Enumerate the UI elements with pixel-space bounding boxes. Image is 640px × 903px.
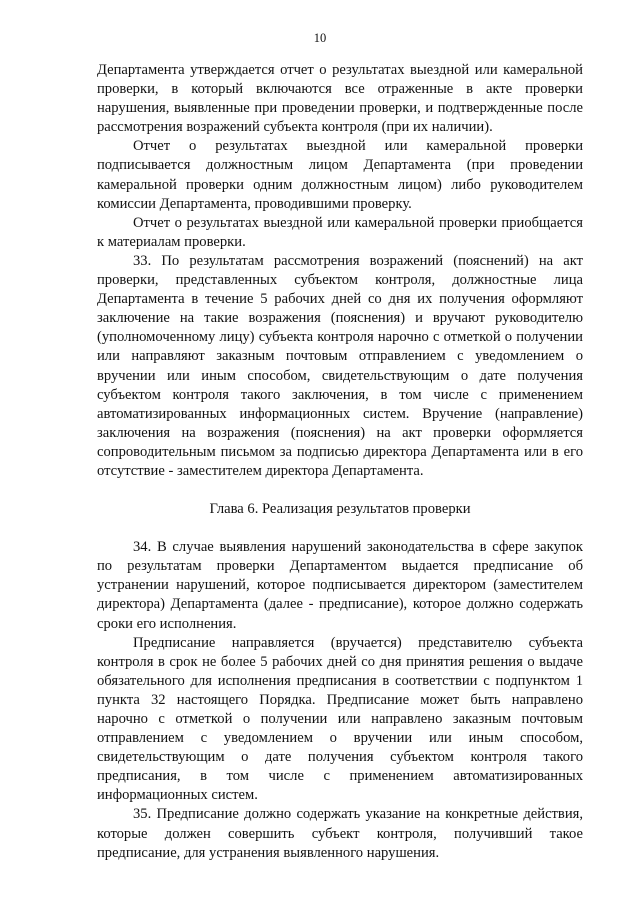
paragraph-report-signing: Отчет о результатах выездной или камеральной проверки подписывается должностным лицом Департамента (при проведении камеральной проверки одним должностным лицом) либо руководителем комиссии Департамента, проводившими проверку.	[97, 138, 583, 212]
paragraph-item-34: 34. В случае выявления нарушений законодательства в сфере закупок по результатам проверки Департаментом выдается предписание об устранении нарушений, которое подписывается директором (заместителем директора) Департамента (далее - предписание), которое должно содержать сроки его исполнения.	[97, 539, 583, 632]
chapter-heading: Глава 6. Реализация результатов проверки	[209, 501, 471, 518]
paragraph-report-attached: Отчет о результатах выездной или камеральной проверки приобщается к материалам проверки.	[97, 214, 583, 250]
document-body	[97, 61, 583, 863]
paragraph-prescription-delivery: Предписание направляется (вручается) представителю субъекта контроля в срок не более 5 рабочих дней со дня принятия решения о выдаче обязательного для исполнения предписания в соответствии с подпунктом 1 пункта 32 настоящего Порядка. Предписание может быть направлено нарочно с отметкой о получении или направлено заказным почтовым отправлением с уведомлением о вручении или иным способом, свидетельствующим о дате получения субъектом контроля такого предписания, в том числе с применением автоматизированных информационных систем.	[97, 634, 583, 804]
paragraph-continuation: Департамента утверждается отчет о результатах выездной или камеральной проверки, в который включаются все отраженные в акте проверки нарушения, выявленные при проведении проверки, и подтвержденные после рассмотрения возражений субъекта контроля (при их наличии).	[97, 62, 583, 136]
paragraph-item-35: 35. Предписание должно содержать указание на конкретные действия, которые должен совершить субъект контроля, получивший такое предписание, для устранения выявленного нарушения.	[97, 806, 583, 861]
paragraph-item-33: 33. По результатам рассмотрения возражений (пояснений) на акт проверки, представленных субъектом контроля, должностные лица Департамента в течение 5 рабочих дней со дня их получения оформляют заключение на такие возражения (пояснения) и вручают руководителю (уполномоченному лицу) субъекта контроля нарочно с отметкой о получении или направляют заказным почтовым отправлением с уведомлением о вручении или иным способом, свидетельствующим о дате получения субъектом контроля такого заключения, в том числе с применением автоматизированных информационных систем. Вручение (направление) заключения на возражения (пояснения) на акт проверки оформляется сопроводительным письмом за подписью директора Департамента или в его отсутствие - заместителем директора Департамента.	[97, 252, 583, 479]
page-number: 10	[313, 31, 327, 45]
